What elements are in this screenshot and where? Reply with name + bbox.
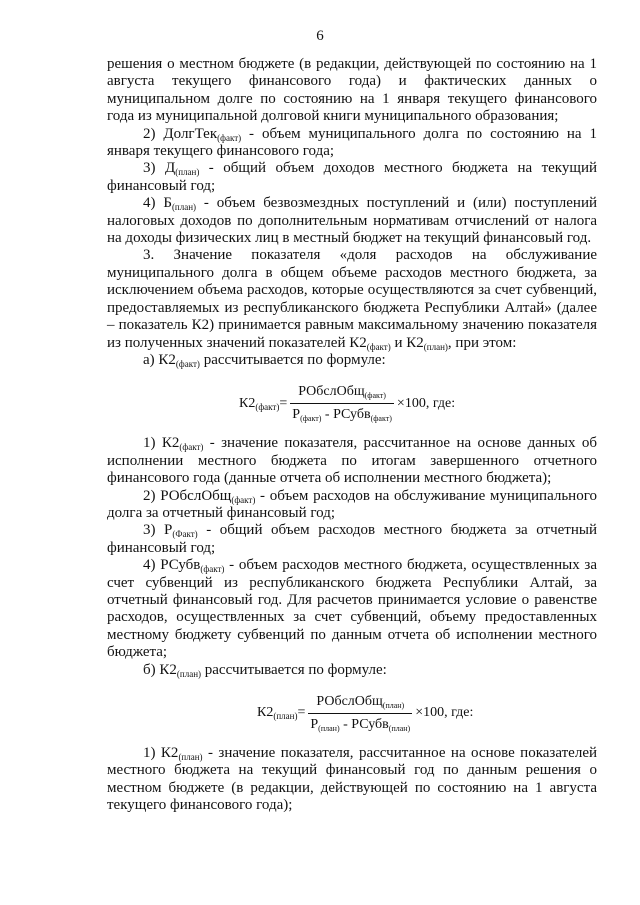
paragraph-2: 3) $Д_{(план)}$ - общий объем доходов местного бюджета на текущий финансовый год;	[107, 160, 597, 194]
formula-numerator: РОбслОбщ$_{(план)}$	[316, 694, 405, 711]
formula-tail: ×100, где:	[415, 705, 474, 721]
formula-denominator: $Р_{(факт)}$ - РСубв$_{(факт)}$	[290, 403, 394, 423]
paragraph-0: решения о местном бюджете (в редакции, действующей по состоянию на 1 августа текущего финансового года) и фактических данных о муниципальном долге по состоянию на 1 января текущего финансового года из муниципальной долговой книги муниципального образования;	[107, 56, 597, 125]
paragraph-6: 1) $К2_{(факт)}$ - значение показателя, рассчитанное на основе данных об исполнении местного бюджета по итогам завершенного отчетного финансового года (данные отчета об исполнении местного бюджета);	[107, 435, 598, 487]
formula-tail: ×100, где:	[396, 395, 456, 411]
page-number: 6	[316, 28, 324, 44]
paragraph-5: а) $К2_{(факт)}$ рассчитывается по формуле:	[143, 351, 386, 369]
paragraph-4: 3. Значение показателя «доля расходов на обслуживание муниципального долга в общем объеме расходов местного бюджета, за исключением объема расходов, которые осуществляются за счет субвенций, предоставляемых из республиканского бюджета Республики Алтай» (далее – показатель К2) принимается равным максимальному значению показателя из полученных значений показателей $К2_{(факт)}$ и $К2_{(план)}$, при этом:	[107, 247, 597, 352]
formula-equals: =	[297, 705, 306, 721]
paragraph-1: 2) ДолгТек$_{(факт)}$ - объем муниципального долга по состоянию на 1 января текущего финансового года;	[107, 125, 597, 160]
formula-fraction	[290, 383, 394, 423]
paragraph-7: 2) РОбслОбщ$_{(факт)}$ - объем расходов на обслуживание муниципального долга за отчетный финансовый год;	[107, 487, 597, 521]
paragraph-3: 4) $Б_{(план)}$ - объем безвозмездных поступлений и (или) поступлений налоговых доходов по дополнительным нормативам отчислений от налога на доходы физических лиц в местный бюджет на текущий финансовый год.	[107, 195, 598, 247]
formula-denominator: $Р_{(план)}$ - РСубв$_{(план)}$	[308, 713, 412, 733]
formula-k2-fact	[107, 379, 597, 427]
formula-lhs: $К2_{(план)}$	[257, 705, 298, 722]
formula-lhs: $К2_{(факт)}$	[239, 395, 280, 412]
formula-equals: =	[279, 395, 288, 411]
formula-numerator: РОбслОбщ$_{(факт)}$	[298, 384, 386, 401]
formula-fraction	[308, 693, 412, 733]
formula-k2-plan	[107, 689, 597, 737]
document-body	[107, 56, 597, 815]
paragraph-9: 4) РСубв$_{(факт)}$ - объем расходов местного бюджета, осуществленных за счет субвенций из республиканского бюджета Республики Алтай, за отчетный финансовый год. Для расчетов принимается условие о равенстве расходов, осуществленных за счет субвенций, объему предоставленных местному бюджету субвенций по данным отчета об исполнении местного бюджета;	[107, 557, 597, 661]
paragraph-10: б) $К2_{(план)}$ рассчитывается по формуле:	[143, 661, 387, 679]
paragraph-8: 3) $Р_{(Факт)}$ - общий объем расходов местного бюджета за отчетный финансовый год;	[107, 522, 597, 556]
paragraph-11: 1) $К2_{(план)}$ - значение показателя, рассчитанное на основе показателей местного бюджета на текущий финансовый год по данным решения о местном бюджете (в редакции, действующей по состоянию на 1 августа текущего финансового года);	[107, 745, 598, 814]
